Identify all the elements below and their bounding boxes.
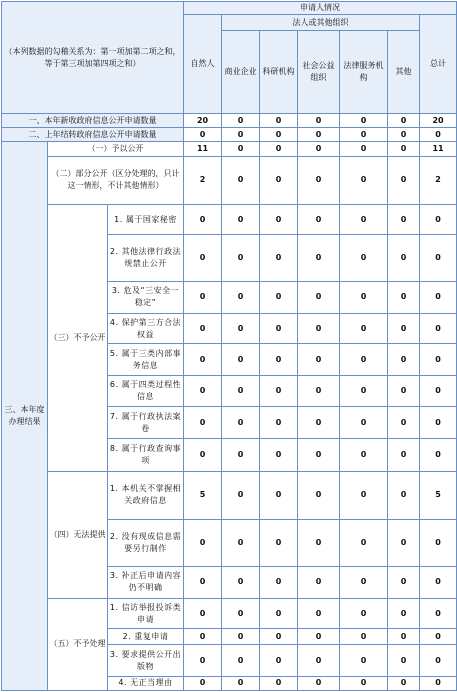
cell-value: 0 bbox=[298, 439, 340, 471]
cell-value: 11 bbox=[420, 142, 457, 156]
cell-value: 5 bbox=[420, 471, 457, 519]
cell-value: 0 bbox=[222, 439, 260, 471]
cell-value: 0 bbox=[184, 314, 222, 344]
cell-value: 0 bbox=[420, 566, 457, 598]
cell-value: 0 bbox=[184, 566, 222, 598]
cell-value: 0 bbox=[222, 676, 260, 690]
cell-value: 0 bbox=[260, 471, 298, 519]
cell-value: 11 bbox=[184, 142, 222, 156]
cell-value: 0 bbox=[420, 205, 457, 235]
cell-value: 0 bbox=[222, 566, 260, 598]
cell-value: 0 bbox=[222, 598, 260, 628]
cell-value: 20 bbox=[420, 114, 457, 128]
cell-value: 0 bbox=[298, 281, 340, 313]
cell-value: 0 bbox=[222, 156, 260, 204]
cell-value: 0 bbox=[340, 344, 388, 375]
cell-value: 20 bbox=[184, 114, 222, 128]
cell-value: 2 bbox=[184, 156, 222, 204]
cell-value: 0 bbox=[388, 645, 420, 676]
cell-value: 0 bbox=[340, 235, 388, 281]
row-label: 3. 危及“三安全一稳定” bbox=[108, 281, 184, 313]
cell-value: 0 bbox=[388, 520, 420, 566]
row-label: 4. 无正当理由 bbox=[108, 676, 184, 690]
cell-value: 0 bbox=[340, 375, 388, 406]
cell-value: 0 bbox=[298, 314, 340, 344]
group-5-label: （五）不予处理 bbox=[48, 598, 108, 690]
row-label: 7. 属于行政执法案卷 bbox=[108, 407, 184, 439]
cell-value: 0 bbox=[388, 439, 420, 471]
cell-value: 0 bbox=[222, 128, 260, 142]
cell-value: 0 bbox=[260, 205, 298, 235]
header-applicant-situation: 申请人情况 bbox=[184, 2, 457, 15]
cell-value: 0 bbox=[420, 375, 457, 406]
cell-value: 0 bbox=[222, 205, 260, 235]
row-label: 1. 本机关不掌握相关政府信息 bbox=[108, 471, 184, 519]
cell-value: 0 bbox=[420, 235, 457, 281]
cell-value: 0 bbox=[420, 407, 457, 439]
group-3-label: （三）不予公开 bbox=[48, 205, 108, 472]
cell-value: 0 bbox=[260, 520, 298, 566]
table-row bbox=[2, 114, 457, 128]
table-row bbox=[2, 471, 457, 519]
cell-value: 0 bbox=[388, 375, 420, 406]
cell-value: 0 bbox=[388, 142, 420, 156]
cell-value: 0 bbox=[388, 598, 420, 628]
row-label: 2. 没有现成信息需要另行制作 bbox=[108, 520, 184, 566]
cell-value: 0 bbox=[420, 520, 457, 566]
cell-value: 0 bbox=[222, 629, 260, 645]
cell-value: 0 bbox=[298, 114, 340, 128]
cell-value: 0 bbox=[340, 645, 388, 676]
cell-value: 0 bbox=[340, 598, 388, 628]
cell-value: 0 bbox=[298, 156, 340, 204]
cell-value: 0 bbox=[388, 407, 420, 439]
cell-value: 0 bbox=[388, 629, 420, 645]
cell-value: 0 bbox=[298, 407, 340, 439]
col-commercial-enterprise: 商业企业 bbox=[222, 31, 260, 114]
cell-value: 0 bbox=[420, 645, 457, 676]
cell-value: 0 bbox=[340, 281, 388, 313]
cell-value: 0 bbox=[260, 142, 298, 156]
cell-value: 0 bbox=[420, 598, 457, 628]
cell-value: 0 bbox=[184, 676, 222, 690]
table-row bbox=[2, 156, 457, 204]
section-3-label: 三、本年度办理结果 bbox=[2, 142, 48, 691]
cell-value: 0 bbox=[340, 142, 388, 156]
row-label: （一）予以公开 bbox=[48, 142, 184, 156]
cell-value: 0 bbox=[298, 235, 340, 281]
cell-value: 0 bbox=[298, 520, 340, 566]
cell-value: 0 bbox=[340, 439, 388, 471]
cell-value: 0 bbox=[298, 566, 340, 598]
col-natural-person: 自然人 bbox=[184, 15, 222, 114]
cell-value: 0 bbox=[340, 566, 388, 598]
cell-value: 0 bbox=[388, 471, 420, 519]
cell-value: 0 bbox=[184, 407, 222, 439]
table-row bbox=[2, 205, 457, 235]
cell-value: 0 bbox=[388, 344, 420, 375]
cell-value: 0 bbox=[260, 598, 298, 628]
cell-value: 0 bbox=[260, 281, 298, 313]
cell-value: 0 bbox=[222, 314, 260, 344]
cell-value: 0 bbox=[420, 314, 457, 344]
cell-value: 0 bbox=[420, 439, 457, 471]
row-label: 1. 信访举报投诉类申请 bbox=[108, 598, 184, 628]
cell-value: 0 bbox=[388, 281, 420, 313]
row-label: 一、本年新收政府信息公开申请数量 bbox=[2, 114, 184, 128]
row-label: 5. 属于三类内部事务信息 bbox=[108, 344, 184, 375]
cell-value: 0 bbox=[222, 281, 260, 313]
cell-value: 0 bbox=[298, 676, 340, 690]
cell-value: 0 bbox=[260, 156, 298, 204]
cell-value: 0 bbox=[222, 645, 260, 676]
cell-value: 0 bbox=[340, 314, 388, 344]
cell-value: 0 bbox=[184, 645, 222, 676]
cell-value: 0 bbox=[222, 520, 260, 566]
cell-value: 0 bbox=[260, 344, 298, 375]
cell-value: 0 bbox=[260, 235, 298, 281]
cell-value: 0 bbox=[388, 566, 420, 598]
cell-value: 0 bbox=[388, 314, 420, 344]
row-label: 3. 要求提供公开出版物 bbox=[108, 645, 184, 676]
table-row bbox=[2, 142, 457, 156]
cell-value: 0 bbox=[340, 205, 388, 235]
cell-value: 5 bbox=[184, 471, 222, 519]
cell-value: 2 bbox=[420, 156, 457, 204]
cell-value: 0 bbox=[298, 375, 340, 406]
cell-value: 0 bbox=[184, 281, 222, 313]
cell-value: 0 bbox=[298, 629, 340, 645]
table-row bbox=[2, 598, 457, 628]
header-note: （本列数据的勾稽关系为：第一项加第二项之和，等于第三项加第四项之和） bbox=[2, 2, 184, 114]
cell-value: 0 bbox=[340, 471, 388, 519]
cell-value: 0 bbox=[420, 344, 457, 375]
cell-value: 0 bbox=[340, 520, 388, 566]
cell-value: 0 bbox=[420, 281, 457, 313]
cell-value: 0 bbox=[260, 439, 298, 471]
cell-value: 0 bbox=[298, 471, 340, 519]
cell-value: 0 bbox=[260, 114, 298, 128]
row-label: 8. 属于行政查询事项 bbox=[108, 439, 184, 471]
cell-value: 0 bbox=[222, 375, 260, 406]
col-other: 其他 bbox=[388, 31, 420, 114]
cell-value: 0 bbox=[340, 407, 388, 439]
cell-value: 0 bbox=[388, 235, 420, 281]
group-4-label: （四）无法提供 bbox=[48, 471, 108, 598]
row-label: 3. 补正后申请内容仍不明确 bbox=[108, 566, 184, 598]
cell-value: 0 bbox=[298, 142, 340, 156]
cell-value: 0 bbox=[184, 629, 222, 645]
cell-value: 0 bbox=[260, 375, 298, 406]
cell-value: 0 bbox=[388, 205, 420, 235]
cell-value: 0 bbox=[420, 128, 457, 142]
row-label: 二、上年结转政府信息公开申请数量 bbox=[2, 128, 184, 142]
col-total: 总计 bbox=[420, 15, 457, 114]
cell-value: 0 bbox=[260, 407, 298, 439]
cell-value: 0 bbox=[298, 645, 340, 676]
cell-value: 0 bbox=[184, 520, 222, 566]
cell-value: 0 bbox=[340, 114, 388, 128]
row-label: （二）部分公开（区分处理的，只计这一情形，不计其他情形） bbox=[48, 156, 184, 204]
cell-value: 0 bbox=[340, 156, 388, 204]
cell-value: 0 bbox=[340, 128, 388, 142]
col-legal-service-org: 法律服务机构 bbox=[340, 31, 388, 114]
cell-value: 0 bbox=[222, 471, 260, 519]
cell-value: 0 bbox=[184, 128, 222, 142]
cell-value: 0 bbox=[388, 128, 420, 142]
cell-value: 0 bbox=[222, 344, 260, 375]
cell-value: 0 bbox=[260, 128, 298, 142]
cell-value: 0 bbox=[222, 407, 260, 439]
col-public-welfare-org: 社会公益组织 bbox=[298, 31, 340, 114]
table-row bbox=[2, 128, 457, 142]
row-label: 6. 属于四类过程性信息 bbox=[108, 375, 184, 406]
cell-value: 0 bbox=[420, 629, 457, 645]
cell-value: 0 bbox=[298, 128, 340, 142]
row-label: 4. 保护第三方合法权益 bbox=[108, 314, 184, 344]
cell-value: 0 bbox=[388, 156, 420, 204]
col-research-institution: 科研机构 bbox=[260, 31, 298, 114]
cell-value: 0 bbox=[184, 205, 222, 235]
cell-value: 0 bbox=[420, 676, 457, 690]
row-label: 2. 其他法律行政法规禁止公开 bbox=[108, 235, 184, 281]
cell-value: 0 bbox=[260, 314, 298, 344]
cell-value: 0 bbox=[184, 235, 222, 281]
row-label: 2. 重复申请 bbox=[108, 629, 184, 645]
cell-value: 0 bbox=[388, 114, 420, 128]
header-legal-entities: 法人或其他组织 bbox=[222, 15, 420, 31]
cell-value: 0 bbox=[260, 629, 298, 645]
cell-value: 0 bbox=[260, 645, 298, 676]
cell-value: 0 bbox=[298, 344, 340, 375]
cell-value: 0 bbox=[222, 114, 260, 128]
cell-value: 0 bbox=[388, 676, 420, 690]
cell-value: 0 bbox=[222, 142, 260, 156]
cell-value: 0 bbox=[184, 439, 222, 471]
cell-value: 0 bbox=[260, 566, 298, 598]
cell-value: 0 bbox=[340, 676, 388, 690]
cell-value: 0 bbox=[260, 676, 298, 690]
cell-value: 0 bbox=[340, 629, 388, 645]
cell-value: 0 bbox=[222, 235, 260, 281]
government-info-disclosure-table bbox=[1, 1, 457, 691]
cell-value: 0 bbox=[298, 598, 340, 628]
row-label: 1. 属于国家秘密 bbox=[108, 205, 184, 235]
cell-value: 0 bbox=[184, 598, 222, 628]
cell-value: 0 bbox=[184, 375, 222, 406]
cell-value: 0 bbox=[184, 344, 222, 375]
cell-value: 0 bbox=[298, 205, 340, 235]
